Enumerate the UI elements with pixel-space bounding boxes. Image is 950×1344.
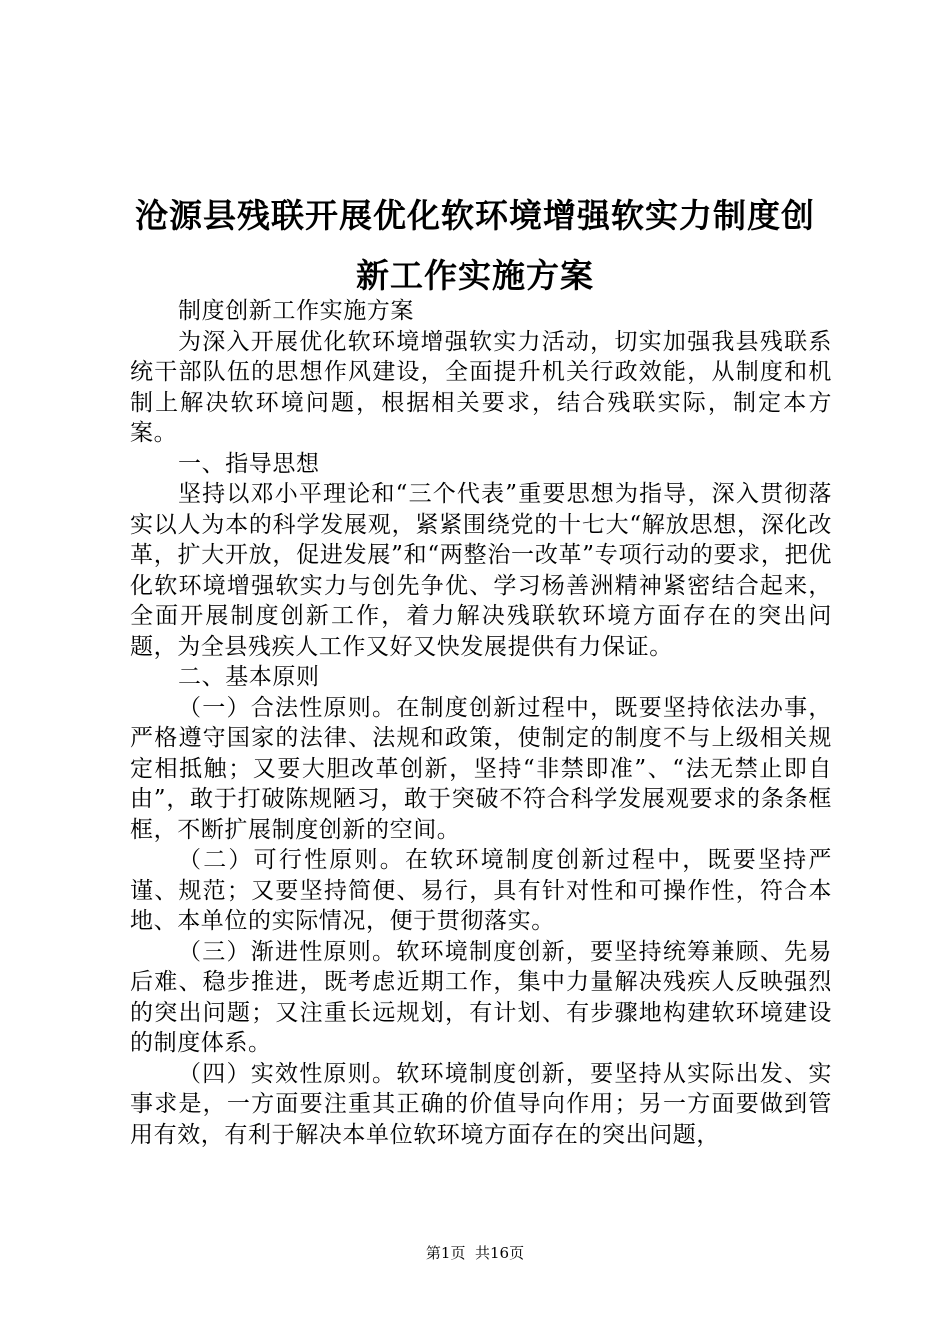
paragraph-subtitle: 制度创新工作实施方案 (178, 298, 414, 324)
page-number: 第1页 (425, 1244, 466, 1262)
paragraph-guiding-thought: 坚持以邓小平理论和“三个代表”重要思想为指导，深入贯彻落实以人为本的科学发展观，紧紧围绕党的十七大“解放思想，深化改革，扩大开放，促进发展”和“两整治一改革”专项行动的要求，把优化软环境增强软实力与创先争优、学习杨善洲精神紧密结合起来，全面开展制度创新工作，着力解决残联软环境方面存在的突出问题，为全县残疾人工作又好又快发展提供有力保证。 (130, 481, 832, 660)
paragraph-principle-feasibility: （二）可行性原则。在软环境制度创新过程中，既要坚持严谨、规范；又要坚持简便、易行，具有针对性和可操作性，符合本地、本单位的实际情况，便于贯彻落实。 (130, 847, 832, 934)
document-title: 沧源县残联开展优化软环境增强软实力制度创新工作实施方案 (135, 196, 815, 295)
section-heading-basic-principles: 二、基本原则 (178, 664, 320, 690)
section-heading-guiding-thought: 一、指导思想 (178, 450, 320, 477)
page-footer (0, 1243, 950, 1263)
document-body (130, 296, 832, 1150)
paragraph-principle-gradual: （三）渐进性原则。软环境制度创新，要坚持统筹兼顾、先易后难、稳步推进，既考虑近期工作，集中力量解决残疾人反映强烈的突出问题；又注重长远规划，有计划、有步骤地构建软环境建设的制度体系。 (130, 938, 832, 1056)
paragraph-principle-legality: （一）合法性原则。在制度创新过程中，既要坚持依法办事，严格遵守国家的法律、法规和政策，使制定的制度不与上级相关规定相抵触；又要大胆改革创新，坚持“非禁即准”、“法无禁止即自由”，敢于打破陈规陋习，敢于突破不符合科学发展观要求的条条框框，不断扩展制度创新的空间。 (130, 694, 832, 843)
page-total: 共16页 (475, 1244, 525, 1262)
paragraph-intro: 为深入开展优化软环境增强软实力活动，切实加强我县残联系统干部队伍的思想作风建设，全面提升机关行政效能，从制度和机制上解决软环境问题，根据相关要求，结合残联实际，制定本方案。 (130, 328, 832, 446)
paragraph-principle-effectiveness: （四）实效性原则。软环境制度创新，要坚持从实际出发、实事求是，一方面要注重其正确的价值导向作用；另一方面要做到管用有效，有利于解决本单位软环境方面存在的突出问题， (130, 1060, 832, 1148)
